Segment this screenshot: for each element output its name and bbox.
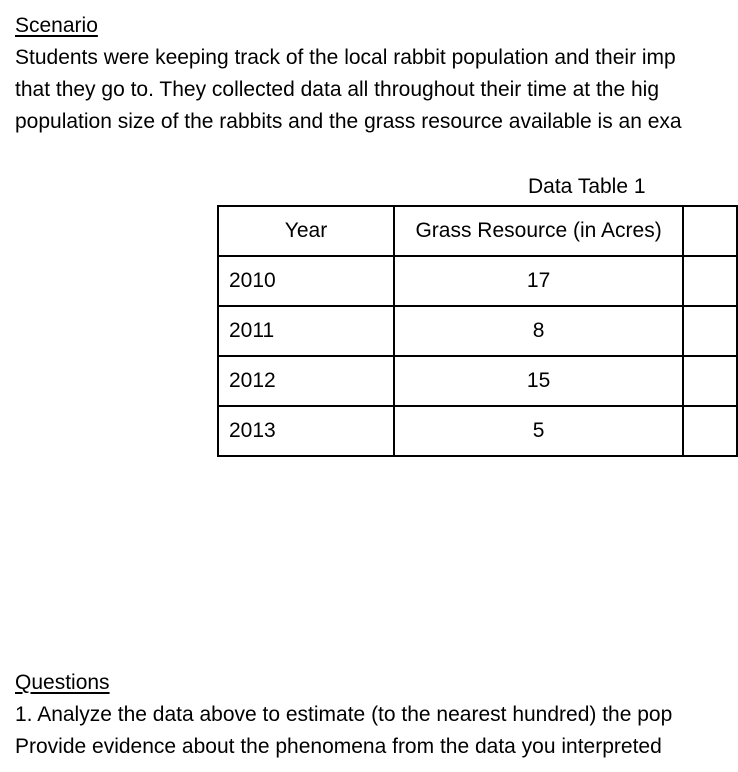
- scenario-line-3: population size of the rabbits and the grass resource available is an exa: [15, 110, 682, 133]
- scenario-line-1: Students were keeping track of the local rabbit population and their imp: [15, 46, 676, 69]
- cell-extra: [683, 406, 737, 456]
- table-caption: Data Table 1: [528, 175, 646, 198]
- cell-extra: [683, 356, 737, 406]
- table-row: [218, 406, 737, 456]
- data-table: [217, 205, 738, 457]
- cell-year: 2013: [218, 406, 394, 456]
- table-row: [218, 306, 737, 356]
- cell-grass: 8: [394, 306, 683, 356]
- scenario-line-2: that they go to. They collected data all throughout their time at the hig: [15, 78, 660, 101]
- question-line-2: Provide evidence about the phenomena from the data you interpreted: [15, 735, 662, 758]
- cell-grass: 5: [394, 406, 683, 456]
- table-row: [218, 356, 737, 406]
- cell-grass: 15: [394, 356, 683, 406]
- cell-grass: 17: [394, 256, 683, 306]
- cell-extra: [683, 306, 737, 356]
- table-header-row: [218, 206, 737, 256]
- scenario-heading: Scenario: [15, 14, 98, 37]
- cell-year: 2011: [218, 306, 394, 356]
- table-row: [218, 256, 737, 306]
- question-line-1: 1. Analyze the data above to estimate (to the nearest hundred) the pop: [15, 703, 673, 726]
- header-year: Year: [218, 206, 394, 256]
- header-extra: [683, 206, 737, 256]
- cell-year: 2010: [218, 256, 394, 306]
- cell-extra: [683, 256, 737, 306]
- questions-heading: Questions: [15, 671, 110, 694]
- cell-year: 2012: [218, 356, 394, 406]
- header-grass-resource: Grass Resource (in Acres): [394, 206, 683, 256]
